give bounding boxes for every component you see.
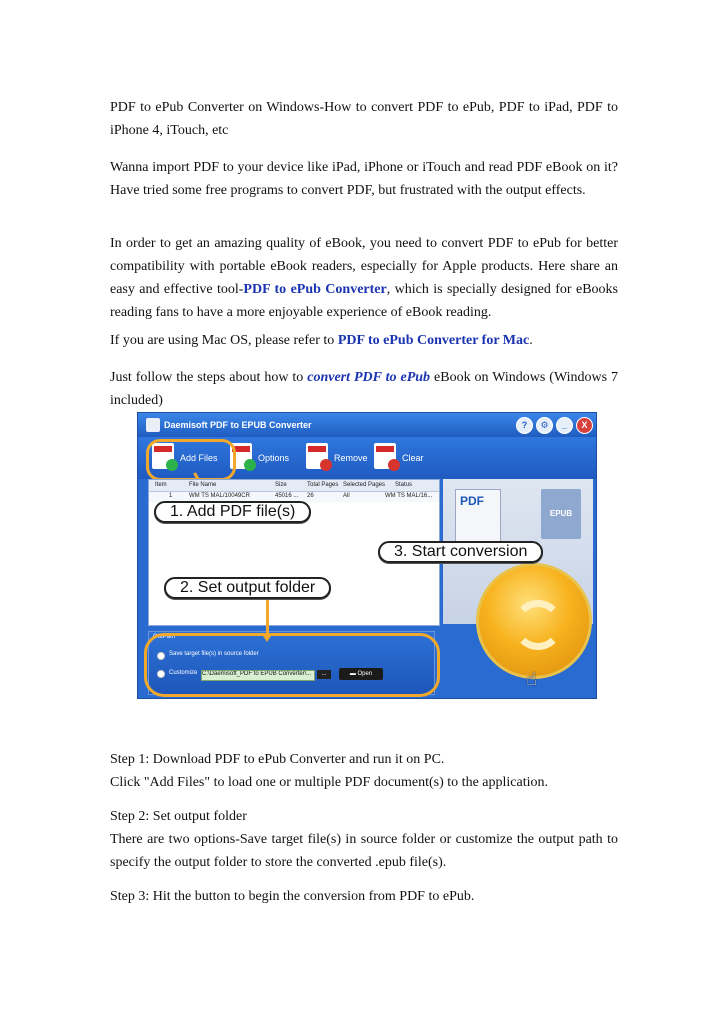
epub-book-icon: EPUB [541, 489, 581, 539]
step2-head: Step 2: Set output folder [110, 809, 247, 824]
output-path-input[interactable]: C:\Daemisoft_PDF to EPUB Converter\... [201, 670, 315, 681]
output-path-highlight [144, 633, 440, 697]
cell-file: WM TS MAL/10049CR [189, 493, 250, 499]
quality-paragraph [110, 232, 618, 324]
callout-arrowhead-2 [261, 633, 273, 642]
quality-text-b: , which is specially designed for eBooks reading fans to have a more enjoyable experience of eBook reading. [110, 282, 618, 320]
pdf-to-epub-link[interactable]: PDF to ePub Converter [243, 282, 387, 297]
col-status: Status [395, 482, 413, 488]
col-size: Size [275, 482, 287, 488]
intro-paragraph [110, 156, 618, 202]
cell-status: WM TS MAL/16... [385, 493, 433, 499]
app-screenshot [137, 412, 597, 699]
close-button[interactable]: X [576, 417, 593, 434]
callout-arrow-2 [266, 597, 269, 635]
convert-pdf-to-epub-link[interactable]: convert PDF to ePub [307, 370, 431, 385]
step1-head: Step 1: Download PDF to ePub Converter and run it on PC. [110, 752, 445, 767]
mac-text-b: . [529, 333, 533, 348]
app-icon [146, 418, 160, 432]
remove-label: Remove [334, 453, 368, 463]
table-header [149, 480, 439, 492]
settings-icon[interactable]: ⚙ [536, 417, 553, 434]
hand-cursor-icon: ☝ [526, 669, 537, 689]
open-label: Open [357, 671, 373, 677]
col-item: Item [155, 482, 167, 488]
options-button[interactable] [230, 443, 300, 473]
callout-start-conversion: 3. Start conversion [378, 541, 543, 563]
step1-body: Click "Add Files" to load one or multiple PDF document(s) to the application. [110, 775, 548, 790]
cell-item: 1 [169, 493, 173, 499]
add-files-highlight [146, 439, 236, 481]
steps-text-a: Just follow the steps about how to [110, 370, 308, 385]
remove-button[interactable] [306, 443, 376, 473]
cell-size: 45016 ... [275, 493, 299, 499]
mac-paragraph [110, 329, 618, 352]
refresh-icon [513, 600, 563, 650]
outpath-label: OutPath [153, 634, 176, 640]
clear-button[interactable] [374, 443, 434, 473]
title-text: PDF to ePub Converter on Windows-How to convert PDF to ePub, PDF to iPad, PDF to iPhone 4, iTouch, etc [110, 100, 618, 138]
pdf-remove-icon [306, 443, 328, 469]
col-file-name: File Name [189, 482, 217, 488]
col-total-pages: Total Pages [307, 482, 339, 488]
step3-head: Step 3: Hit the button to begin the conversion from PDF to ePub. [110, 889, 475, 904]
cell-selected: All [343, 493, 350, 499]
quality-text-a: In order to get an amazing quality of eBook, you need to convert PDF to ePub for better compatibility with portable eBook readers, especially for Apple products. Here share an easy and effective tool- [110, 236, 618, 297]
browse-button[interactable]: ... [317, 670, 331, 679]
options-label: Options [258, 453, 290, 463]
pdf-clear-icon [374, 443, 396, 469]
app-titlebar [138, 413, 596, 437]
steps-text-b: eBook on Windows (Windows 7 included) [110, 370, 618, 408]
clear-label: Clear [402, 453, 424, 463]
cell-total: 26 [307, 493, 314, 499]
app-window-title: Daemisoft PDF to EPUB Converter [164, 420, 312, 430]
col-selected-pages: Selected Pages [343, 482, 386, 488]
callout-add-files: 1. Add PDF file(s) [154, 501, 311, 523]
option-customize-label: Customize [169, 670, 198, 676]
doc-title-paragraph [110, 96, 618, 142]
callout-output-folder: 2. Set output folder [164, 577, 331, 599]
folder-icon: ▬ [349, 671, 358, 677]
start-conversion-button[interactable] [476, 563, 592, 679]
help-button[interactable]: ? [516, 417, 533, 434]
intro-text: Wanna import PDF to your device like iPad, iPhone or iTouch and read PDF eBook on it? Have tried some free programs to convert PDF, but frustrated with the output effects. [110, 160, 618, 198]
step2-body: There are two options-Save target file(s) in source folder or customize the output path to specify the output folder to store the converted .epub file(s). [110, 832, 618, 870]
minimize-button[interactable]: _ [556, 417, 573, 434]
mac-text-a: If you are using Mac OS, please refer to [110, 333, 338, 348]
mac-converter-link[interactable]: PDF to ePub Converter for Mac [337, 333, 530, 348]
steps-intro-paragraph [110, 366, 618, 412]
add-files-label: Add Files [180, 453, 218, 463]
pdf-label: PDF [460, 494, 484, 508]
option-source-label: Save target file(s) in source folder [169, 651, 259, 657]
